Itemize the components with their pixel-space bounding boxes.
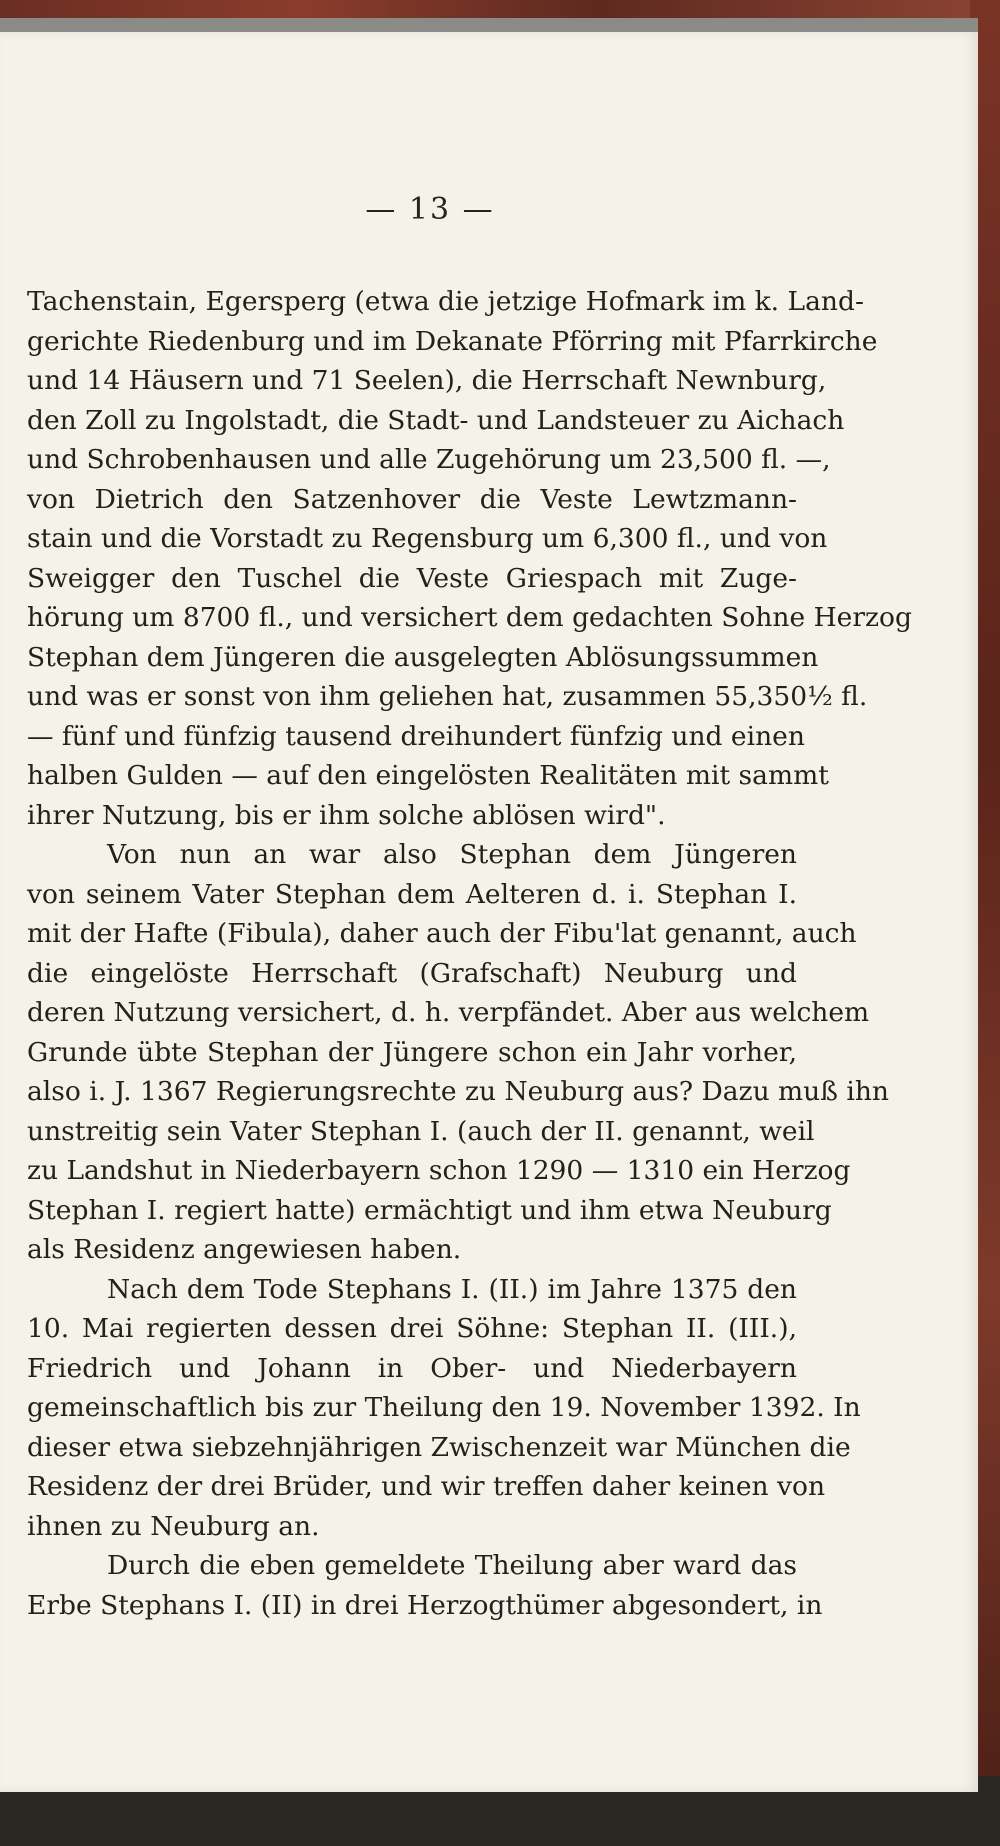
text-line: halben Gulden — auf den eingelösten Realitäten mit sammt — [27, 760, 829, 791]
text-line: gemeinschaftlich bis zur Theilung den 19. November 1392. In — [27, 1392, 861, 1423]
text-line: und Schrobenhausen und alle Zugehörung um 23,500 fl. —, — [27, 444, 831, 475]
text-line: und 14 Häusern und 71 Seelen), die Herrschaft Newnburg, — [27, 365, 827, 396]
text-line: stain und die Vorstadt zu Regensburg um 6,300 fl., und von — [27, 523, 828, 554]
text-line: Erbe Stephans I. (II) in drei Herzogthümer abgesondert, in — [27, 1589, 823, 1621]
text-line: gerichte Riedenburg und im Dekanate Pförring mit Pfarrkirche — [27, 325, 878, 357]
text-line: von seinem Vater Stephan dem Aelteren d. i. Stephan I. — [27, 878, 797, 910]
text-line: Grunde übte Stephan der Jüngere schon ein Jahr vorher, — [27, 1036, 797, 1068]
text-line: 10. Mai regierten dessen drei Söhne: Stephan II. (III.), — [27, 1313, 797, 1344]
text-line: die eingelöste Herrschaft (Grafschaft) Neuburg und — [27, 957, 797, 989]
text-line: ihnen zu Neuburg an. — [27, 1510, 320, 1542]
text-line: von Dietrich den Satzenhover die Veste Lewtzmann- — [27, 483, 797, 515]
text-line: Sweigger den Tuschel die Veste Griespach mit Zuge- — [27, 562, 797, 594]
text-line: dieser etwa siebzehnjährigen Zwischenzeit war München die — [27, 1431, 851, 1463]
text-line: Friedrich und Johann in Ober- und Niederbayern — [27, 1352, 797, 1384]
text-line: Residenz der drei Brüder, und wir treffen daher keinen von — [27, 1471, 826, 1502]
text-line: Stephan I. regiert hatte) ermächtigt und ihm etwa Neuburg — [27, 1194, 832, 1226]
text-line: — fünf und fünfzig tausend dreihundert fünfzig und einen — [27, 720, 805, 752]
text-line: Tachenstain, Egersperg (etwa die jetzige Hofmark im k. Land- — [27, 286, 864, 317]
text-line: und was er sonst von ihm geliehen hat, zusammen 55,350½ fl. — [27, 681, 868, 712]
text-line: deren Nutzung versichert, d. h. verpfändet. Aber aus welchem — [27, 997, 870, 1028]
text-line: zu Landshut in Niederbayern schon 1290 — 1310 ein Herzog — [27, 1155, 851, 1186]
text-line: unstreitig sein Vater Stephan I. (auch der II. genannt, weil — [27, 1115, 815, 1147]
text-line: den Zoll zu Ingolstadt, die Stadt- und Landsteuer zu Aichach — [27, 404, 845, 436]
text-line: als Residenz angewiesen haben. — [27, 1234, 462, 1265]
text-line: Durch die eben gemeldete Theilung aber ward das — [107, 1550, 797, 1581]
text-line: Stephan dem Jüngeren die ausgelegten Ablösungssummen — [27, 641, 819, 673]
page-body-text — [27, 282, 912, 1625]
text-line: ihrer Nutzung, bis er ihm solche ablösen wird". — [27, 799, 666, 831]
text-line: Nach dem Tode Stephans I. (II.) im Jahre 1375 den — [107, 1273, 797, 1305]
page-number: — 13 — — [365, 192, 495, 227]
book-page — [0, 18, 978, 1792]
text-line: Von nun an war also Stephan dem Jüngeren — [107, 839, 797, 870]
text-line: also i. J. 1367 Regierungsrechte zu Neuburg aus? Dazu muß ihn — [27, 1076, 889, 1107]
text-line: mit der Hafte (Fibula), daher auch der Fibu'lat genannt, auch — [27, 918, 857, 949]
text-line: hörung um 8700 fl., und versichert dem gedachten Sohne Herzog — [27, 602, 912, 633]
